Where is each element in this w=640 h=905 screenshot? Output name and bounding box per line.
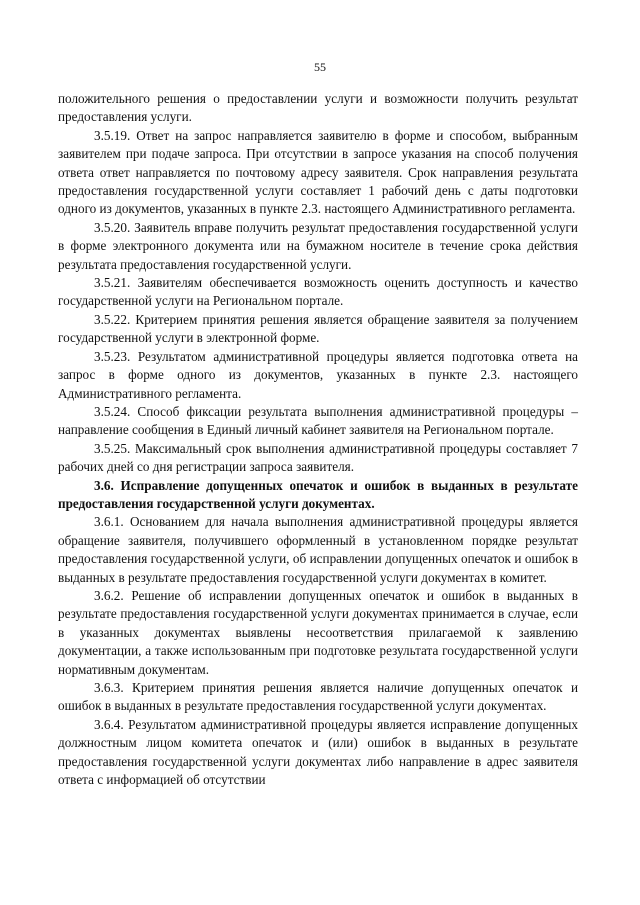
paragraph-3-5-21: 3.5.21. Заявителям обеспечивается возможность оценить доступность и качество государственной услуги на Региональном портале. [58,275,578,309]
paragraph-3-6-2: 3.6.2. Решение об исправлении допущенных опечаток и ошибок в выданных в результате предоставления государственной услуги документах принимается в случае, если в указанных документах выявлены несоответствия прилагаемой к заявлению документации, а также использованным при подготовке результата государственной услуги нормативным документам. [58,587,578,677]
page-number: 55 [314,60,326,74]
paragraph-3-5-25: 3.5.25. Максимальный срок выполнения административной процедуры составляет 7 рабочих дней со дня регистрации запроса заявителя. [58,440,578,475]
section-heading-3-6: 3.6. Исправление допущенных опечаток и ошибок в выданных в результате предоставления государственной услуги документах. [58,477,578,511]
paragraph-3-5-19: 3.5.19. Ответ на запрос направляется заявителю в форме и способом, выбранным заявителем при подаче запроса. При отсутствии в запросе указания на способ получения ответа ответ направляется по почтовому адресу заявителя. Срок направления результата предоставления государственной услуги составляет 1 рабочий день с даты подготовки одного из документов, указанных в пункте 2.3. настоящего Административного регламента. [58,127,578,217]
paragraph-3-5-22: 3.5.22. Критерием принятия решения является обращение заявителя за получением государственной услуги в электронной форме. [58,311,578,346]
paragraph-3-5-20: 3.5.20. Заявитель вправе получить результат предоставления государственной услуги в форме электронного документа или на бумажном носителе в течение срока действия результата предоставления государственной услуги. [58,219,578,272]
paragraph-3-6-1: 3.6.1. Основанием для начала выполнения административной процедуры является обращение заявителя, получившего оформленный в установленном порядке результат предоставления государственной услуги, об исправлении допущенных опечаток и ошибок в выданных в результате предоставления государственной услуги документах в комитет. [58,514,578,585]
paragraph-3-6-4: 3.6.4. Результатом административной процедуры является исправление допущенных должностным лицом комитета опечаток и (или) ошибок в выданных в результате предоставления государственной услуги документах либо направление в адрес заявителя ответа с информацией об отсутствии [58,716,578,788]
paragraph-3-5-24: 3.5.24. Способ фиксации результата выполнения административной процедуры – направление сообщения в Единый личный кабинет заявителя на Региональном портале. [58,403,578,438]
paragraph-3-6-3: 3.6.3. Критерием принятия решения является наличие допущенных опечаток и ошибок в выданных в результате предоставления государственной услуги документах. [58,680,578,714]
document-body [58,90,578,789]
paragraph-3-5-23: 3.5.23. Результатом административной процедуры является подготовка ответа на запрос в форме одного из документов, указанных в пункте 2.3. настоящего Административного регламента. [58,348,578,401]
paragraph-continuation: положительного решения о предоставлении услуги и возможности получить результат предоставления услуги. [58,91,578,125]
